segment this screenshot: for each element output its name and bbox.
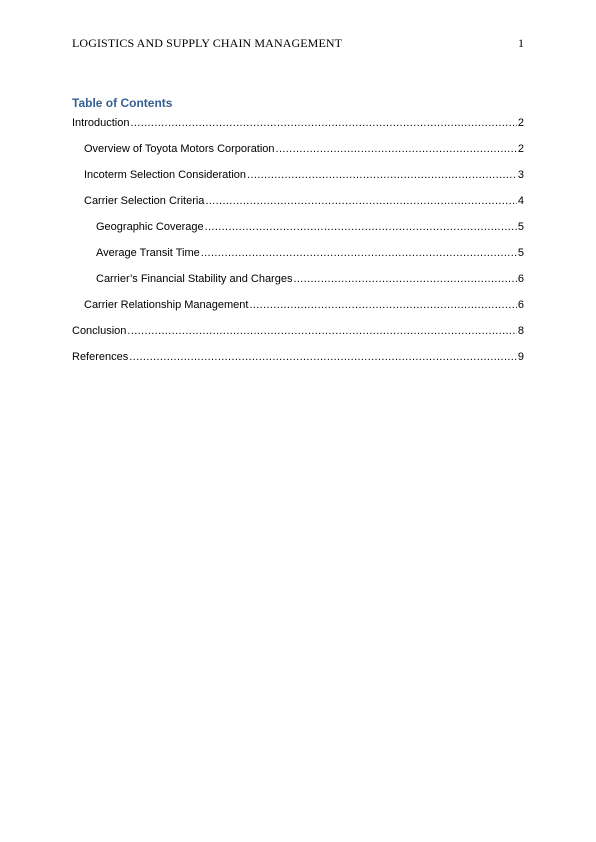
table-of-contents xyxy=(72,115,524,375)
toc-entry-page: 2 xyxy=(517,117,524,129)
toc-entry-conclusion[interactable] xyxy=(72,323,524,349)
toc-entry-page: 2 xyxy=(517,143,524,155)
toc-entry-carrier-selection-criteria[interactable] xyxy=(72,193,524,219)
toc-entry-page: 8 xyxy=(517,325,524,337)
toc-entry-introduction[interactable] xyxy=(72,115,524,141)
dot-leader xyxy=(129,349,517,365)
toc-entry-title[interactable]: Introduction xyxy=(72,117,130,129)
dot-leader xyxy=(205,193,516,209)
toc-entry-geographic-coverage[interactable] xyxy=(72,219,524,245)
dot-leader xyxy=(247,167,517,183)
dot-leader xyxy=(130,115,516,131)
toc-entry-title[interactable]: Carrier Relationship Management xyxy=(84,299,249,311)
toc-entry-title[interactable]: Carrier Selection Criteria xyxy=(84,195,205,207)
toc-entry-title[interactable]: Incoterm Selection Consideration xyxy=(84,169,247,181)
running-head-title: LOGISTICS AND SUPPLY CHAIN MANAGEMENT xyxy=(72,36,343,50)
toc-entry-title[interactable]: Carrier’s Financial Stability and Charges xyxy=(96,273,293,285)
toc-entry-title[interactable]: Conclusion xyxy=(72,325,127,337)
toc-entry-page: 4 xyxy=(517,195,524,207)
toc-entry-page: 6 xyxy=(517,299,524,311)
dot-leader xyxy=(293,271,516,287)
toc-entry-page: 9 xyxy=(517,351,524,363)
page-number: 1 xyxy=(518,36,524,50)
dot-leader xyxy=(249,297,516,313)
toc-entry-title[interactable]: Average Transit Time xyxy=(96,247,200,259)
toc-entry-incoterm-selection[interactable] xyxy=(72,167,524,193)
toc-entry-page: 6 xyxy=(517,273,524,285)
toc-entry-page: 5 xyxy=(517,221,524,233)
toc-entry-average-transit-time[interactable] xyxy=(72,245,524,271)
toc-entry-title[interactable]: Overview of Toyota Motors Corporation xyxy=(84,143,275,155)
dot-leader xyxy=(127,323,516,339)
running-head xyxy=(72,35,524,51)
dot-leader xyxy=(276,141,517,157)
toc-heading: Table of Contents xyxy=(72,96,173,110)
toc-entry-financial-stability[interactable] xyxy=(72,271,524,297)
toc-entry-carrier-relationship[interactable] xyxy=(72,297,524,323)
toc-entry-references[interactable] xyxy=(72,349,524,375)
dot-leader xyxy=(205,219,517,235)
toc-entry-overview-toyota[interactable] xyxy=(72,141,524,167)
toc-entry-page: 3 xyxy=(517,169,524,181)
toc-entry-title[interactable]: Geographic Coverage xyxy=(96,221,204,233)
dot-leader xyxy=(201,245,517,261)
toc-entry-title[interactable]: References xyxy=(72,351,129,363)
toc-entry-page: 5 xyxy=(517,247,524,259)
